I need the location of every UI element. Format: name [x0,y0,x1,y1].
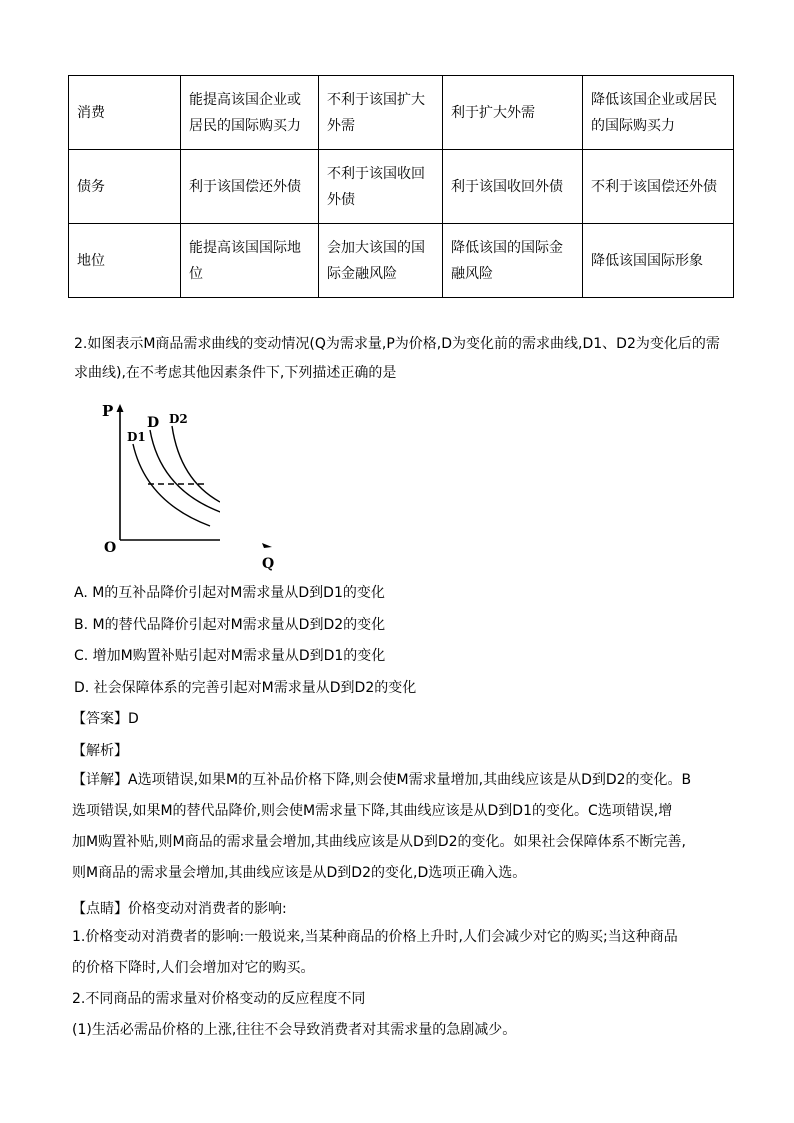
table-row [69,76,734,150]
table-cell: 能提高该国国际地位 [181,224,319,298]
p-axis-label: P [102,402,114,420]
table-cell: 利于该国偿还外债 [181,150,319,224]
table-cell: 降低该国的国际金融风险 [443,224,583,298]
demand-curve-figure [100,400,220,560]
table-cell: 利于该国收回外债 [443,150,583,224]
tip-paragraph [72,922,732,1046]
detail-line: 加M购置补贴,则M商品的需求量会增加,其曲线应该是从D到D2的变化。如果社会保障体系不断完善, [72,834,686,850]
tip-heading: 【点睛】价格变动对消费者的影响: [72,901,287,917]
q-axis-arrow-icon [262,543,272,548]
table-cell: 不利于该国收回外债 [319,150,443,224]
p-axis-arrow-icon [117,404,124,412]
answer-line: 【答案】D [72,711,139,727]
option-c: C. 增加M购置补贴引起对M需求量从D到D1的变化 [74,648,386,664]
tip-line: 1.价格变动对消费者的影响:一般说来,当某种商品的价格上升时,人们会减少对它的购买;当这种商品 [72,929,678,945]
table-cell: 降低该国国际形象 [583,224,734,298]
option-d: D. 社会保障体系的完善引起对M需求量从D到D2的变化 [74,680,417,696]
tip-line: 2.不同商品的需求量对价格变动的反应程度不同 [72,991,366,1007]
table-cell: 能提高该国企业或居民的国际购买力 [181,76,319,150]
row-label: 地位 [69,224,181,298]
table-cell: 会加大该国的国际金融风险 [319,224,443,298]
option-b: B. M的替代品降价引起对M需求量从D到D2的变化 [74,617,386,633]
origin-label: O [104,540,117,556]
demand-curve-d2 [172,426,220,502]
curve-label-d2: D2 [169,412,188,426]
table-cell: 利于扩大外需 [443,76,583,150]
curve-label-d: D [147,415,160,431]
tip-line: (1)生活必需品价格的上涨,往往不会导致消费者对其需求量的急剧减少。 [72,1022,517,1038]
analysis-heading: 【解析】 [72,743,128,759]
demand-curve-d [150,430,220,514]
detail-line: 选项错误,如果M的替代品降价,则会使M需求量下降,其曲线应该是从D到D1的变化。C选项错误,增 [72,803,673,819]
q-axis-label-box [256,538,280,572]
detail-line: 则M商品的需求量会增加,其曲线应该是从D到D2的变化,D选项正确入选。 [72,865,527,881]
table-row [69,150,734,224]
tip-line: 的价格下降时,人们会增加对它的购买。 [72,960,315,976]
table-cell: 降低该国企业或居民的国际购买力 [583,76,734,150]
table-cell: 不利于该国偿还外债 [583,150,734,224]
question-line-2: 求曲线),在不考虑其他因素条件下,下列描述正确的是 [74,365,397,381]
option-a: A. M的互补品降价引起对M需求量从D到D1的变化 [74,585,385,601]
detail-paragraph [72,765,732,889]
detail-line: 【详解】A选项错误,如果M的互补品价格下降,则会使M需求量增加,其曲线应该是从D到D2的变化。B [72,772,692,788]
row-label: 债务 [69,150,181,224]
q-axis-label: Q [262,556,275,572]
table-cell: 不利于该国扩大外需 [319,76,443,150]
question-line-1: 2.如图表示M商品需求曲线的变动情况(Q为需求量,P为价格,D为变化前的需求曲线,D1、D2为变化后的需 [74,336,720,352]
comparison-table [68,75,734,298]
curve-label-d1: D1 [127,430,146,444]
table-row [69,224,734,298]
row-label: 消费 [69,76,181,150]
